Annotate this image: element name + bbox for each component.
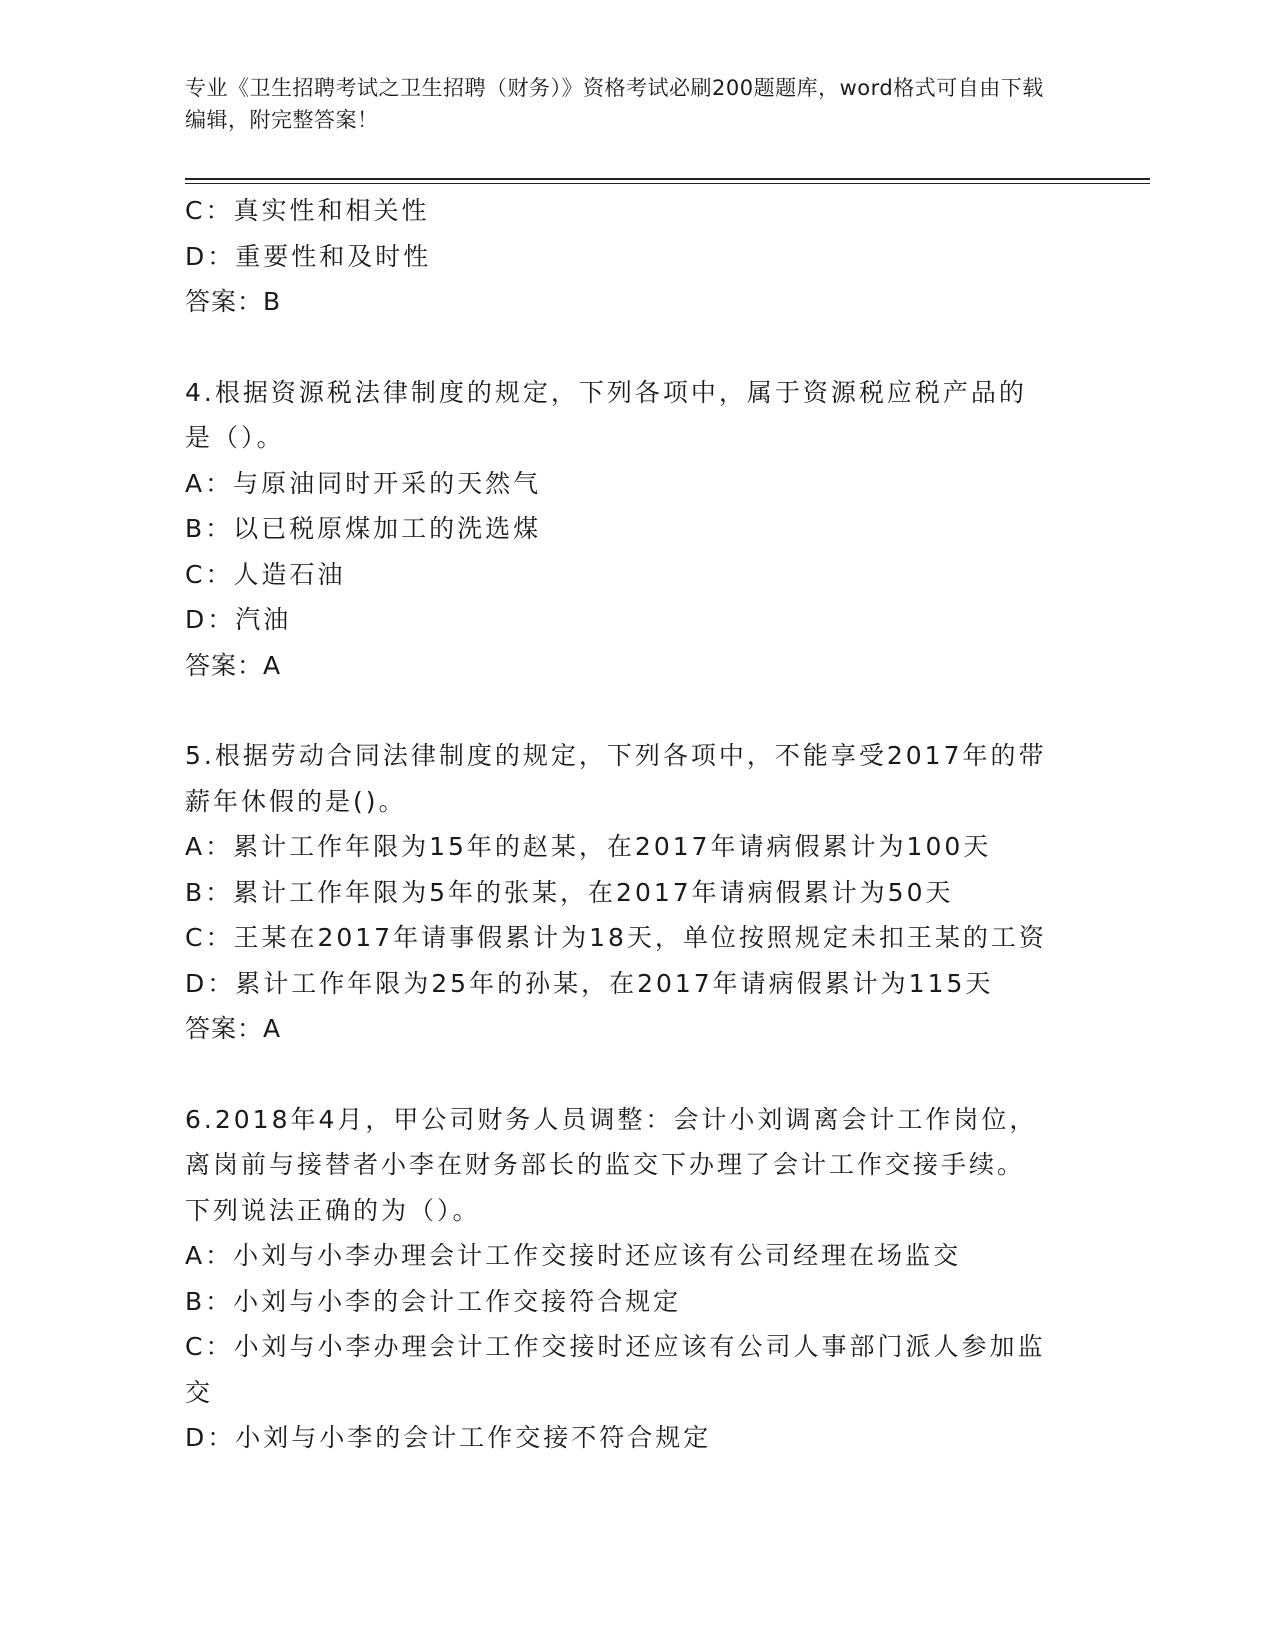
header-divider-thin bbox=[185, 183, 1150, 184]
question-content bbox=[185, 188, 1085, 1461]
q5-option-c: C：王某在2017年请事假累计为18天，单位按照规定未扣王某的工资 bbox=[185, 923, 1047, 952]
q4-answer: 答案：A bbox=[185, 650, 282, 680]
q5-option-d: D：累计工作年限为25年的孙某，在2017年请病假累计为115天 bbox=[185, 968, 994, 998]
spacer bbox=[185, 325, 1085, 370]
q3-option-c: C：真实性和相关性 bbox=[185, 196, 430, 225]
question-6 bbox=[185, 1097, 1085, 1461]
question-3-tail bbox=[185, 188, 1085, 325]
page-header bbox=[185, 72, 1065, 136]
q5-option-b: B：累计工作年限为5年的张某，在2017年请病假累计为50天 bbox=[185, 877, 954, 907]
q6-stem-line-2: 离岗前与接替者小李在财务部长的监交下办理了会计工作交接手续。 bbox=[185, 1150, 1026, 1179]
q5-option-a: A：累计工作年限为15年的赵某，在2017年请病假累计为100天 bbox=[185, 832, 992, 861]
q5-answer: 答案：A bbox=[185, 1014, 282, 1043]
q6-option-c-line-2: 交 bbox=[185, 1377, 214, 1407]
q5-stem-line-1: 5.根据劳动合同法律制度的规定，下列各项中，不能享受2017年的带 bbox=[185, 741, 1047, 770]
question-4 bbox=[185, 370, 1085, 689]
q4-option-b: B：以已税原煤加工的洗选煤 bbox=[185, 514, 542, 543]
q5-stem-line-2: 薪年休假的是()。 bbox=[185, 786, 407, 816]
question-5 bbox=[185, 733, 1085, 1052]
q3-answer: 答案：B bbox=[185, 287, 282, 316]
q4-stem-line-1: 4.根据资源税法律制度的规定，下列各项中，属于资源税应税产品的 bbox=[185, 377, 1027, 407]
q6-option-a: A：小刘与小李办理会计工作交接时还应该有公司经理在场监交 bbox=[185, 1241, 962, 1270]
q6-option-c-line-1: C：小刘与小李办理会计工作交接时还应该有公司人事部门派人参加监 bbox=[185, 1332, 1046, 1361]
header-divider-thick bbox=[185, 178, 1150, 180]
spacer bbox=[185, 1052, 1085, 1097]
q6-stem-line-1: 6.2018年4月，甲公司财务人员调整：会计小刘调离会计工作岗位， bbox=[185, 1104, 1038, 1134]
q4-option-d: D：汽油 bbox=[185, 605, 292, 634]
q4-option-a: A：与原油同时开采的天然气 bbox=[185, 468, 542, 498]
q4-option-c: C：人造石油 bbox=[185, 559, 346, 589]
q6-option-d: D：小刘与小李的会计工作交接不符合规定 bbox=[185, 1423, 712, 1452]
q4-stem-line-2: 是（）。 bbox=[185, 423, 285, 452]
q6-stem-line-3: 下列说法正确的为（）。 bbox=[185, 1195, 481, 1225]
q3-option-d: D：重要性和及时性 bbox=[185, 241, 432, 271]
spacer bbox=[185, 688, 1085, 733]
q6-option-b: B：小刘与小李的会计工作交接符合规定 bbox=[185, 1286, 682, 1316]
header-title: 专业《卫生招聘考试之卫生招聘（财务）》资格考试必刷200题题库，word格式可自由下载编辑，附完整答案！ bbox=[185, 76, 1044, 132]
